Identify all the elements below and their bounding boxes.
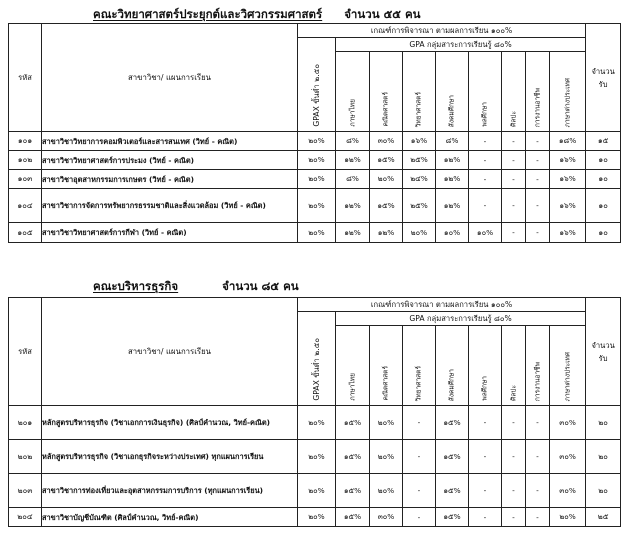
row-quota: ๑๕ [586,132,621,151]
subject-label: วิทยาศาสตร์ [414,365,423,401]
row-value: ๑๕% [436,440,469,474]
row-value: ๒๐% [550,508,586,527]
row-value: ๒๕% [403,189,436,223]
header-quota [586,24,621,132]
row-value: ๑๖% [550,151,586,170]
subject-label: วิทยาศาสตร์ [414,91,423,127]
row-program: หลักสูตรบริหารธุรกิจ (วิชาเอกการเงินธุรกิจ) (ศิลป์คำนวณ, วิทย์-คณิต) [42,406,298,440]
table-row [9,440,621,474]
row-value: ๑๒% [436,170,469,189]
subject-label: พลศึกษา [480,102,489,127]
row-quota: ๒๐ [586,474,621,508]
table-row [9,132,621,151]
header-subject [370,326,403,406]
row-value: - [502,189,526,223]
row-value: - [469,132,502,151]
header-code: รหัส [9,24,42,132]
header-subject [336,52,370,132]
row-value: ๘% [336,170,370,189]
row-value: - [502,508,526,527]
row-value: ๑๕% [436,508,469,527]
header-quota [586,298,621,406]
row-value: - [526,132,550,151]
row-quota: ๑๐ [586,170,621,189]
row-quota: ๒๐ [586,406,621,440]
row-program: สาขาวิชาวิทยาศาสตร์การกีฬา (วิทย์ - คณิต) [42,223,298,243]
header-gpax [298,38,336,132]
row-quota: ๒๐ [586,440,621,474]
header-gpax-label: GPAX ขั้นต่ำ ๒.๕๐ [311,64,321,127]
row-value: ๑๖% [550,189,586,223]
row-quota: ๒๕ [586,508,621,527]
header-subject [502,52,526,132]
row-value: ๑๒% [336,151,370,170]
row-quota: ๑๐ [586,151,621,170]
row-value: ๑๖% [550,223,586,243]
row-value: ๒๐% [370,406,403,440]
row-value: ๓๐% [550,474,586,508]
row-value: ๑๒% [336,189,370,223]
header-subject [526,52,550,132]
row-value: ๒๐% [403,223,436,243]
faculty-name: คณะวิทยาศาสตร์ประยุกต์และวิศวกรรมศาสตร์ [93,7,323,21]
row-value: ๑๒% [436,151,469,170]
subject-label: สังคมศึกษา [447,94,456,127]
header-criteria: เกณฑ์การพิจารณา ตามผลการเรียน ๑๐๐% [298,24,586,38]
row-value: - [403,406,436,440]
header-subject [336,326,370,406]
row-value: - [502,406,526,440]
header-subject [469,52,502,132]
row-value: - [526,223,550,243]
row-value: ๑๕% [336,474,370,508]
row-code: ๑๐๔ [9,189,42,223]
header-subject [370,52,403,132]
row-code: ๒๐๑ [9,406,42,440]
row-code: ๒๐๔ [9,508,42,527]
row-value: - [502,474,526,508]
header-subject [436,52,469,132]
subject-label: พลศึกษา [480,376,489,401]
row-value: ๑๘% [550,132,586,151]
header-criteria: เกณฑ์การพิจารณา ตามผลการเรียน ๑๐๐% [298,298,586,312]
row-value: ๑๕% [336,508,370,527]
row-gpax: ๒๐% [298,189,336,223]
row-value: - [403,440,436,474]
row-value: ๑๕% [436,474,469,508]
row-gpax: ๒๐% [298,223,336,243]
table-row [9,170,621,189]
row-value: - [403,508,436,527]
section-title [93,278,299,296]
header-program: สาขาวิชา/ แผนการเรียน [42,298,298,406]
header-subject [403,326,436,406]
faculty-name: คณะบริหารธุรกิจ [93,279,179,293]
row-value: ๓๐% [550,406,586,440]
row-value: - [526,406,550,440]
row-code: ๑๐๑ [9,132,42,151]
row-value: - [526,189,550,223]
row-quota: ๑๐ [586,223,621,243]
table-row [9,223,621,243]
admission-table [8,23,621,243]
row-value: ๑๐% [436,223,469,243]
row-value: ๒๐% [370,170,403,189]
row-program: สาขาวิชาการจัดการทรัพยากรธรรมชาติและสิ่งแวดล้อม (วิทย์ - คณิต) [42,189,298,223]
row-value: - [526,474,550,508]
row-value: - [502,170,526,189]
subject-label: ศิลปะ [509,111,518,127]
row-value: - [502,223,526,243]
row-gpax: ๒๐% [298,474,336,508]
row-value: ๘% [336,132,370,151]
row-code: ๑๐๒ [9,151,42,170]
row-gpax: ๒๐% [298,132,336,151]
header-program: สาขาวิชา/ แผนการเรียน [42,24,298,132]
row-program: สาขาวิชาวิทยาการคอมพิวเตอร์และสารสนเทศ (วิทย์ - คณิต) [42,132,298,151]
row-value: - [469,189,502,223]
row-value: ๑๐% [469,223,502,243]
row-value: ๑๖% [403,132,436,151]
row-program: สาขาวิชาบัญชีบัณฑิต (ศิลป์คำนวณ, วิทย์-คณิต) [42,508,298,527]
subject-label: คณิตศาสตร์ [381,366,390,401]
header-gpa-group: GPA กลุ่มสาระการเรียนรู้ ๘๐% [336,38,586,52]
row-value: ๑๒% [336,223,370,243]
row-value: - [502,440,526,474]
row-value: - [526,170,550,189]
header-subject [526,326,550,406]
header-gpax [298,312,336,406]
row-gpax: ๒๐% [298,440,336,474]
row-value: ๑๒% [370,223,403,243]
subject-label: ภาษาไทย [348,99,357,127]
subject-label: คณิตศาสตร์ [381,92,390,127]
header-subject [502,326,526,406]
header-gpa-group: GPA กลุ่มสาระการเรียนรู้ ๘๐% [336,312,586,326]
table-row [9,508,621,527]
row-program: สาขาวิชาอุตสาหกรรมการเกษตร (วิทย์ - คณิต) [42,170,298,189]
row-value: ๑๕% [436,406,469,440]
row-value: ๓๐% [550,440,586,474]
subject-label: สังคมศึกษา [447,368,456,401]
admission-table [8,297,621,527]
row-value: ๑๕% [370,189,403,223]
row-code: ๒๐๓ [9,474,42,508]
header-subject [550,326,586,406]
subject-label: การงานอาชีพ [533,361,542,401]
row-value: ๓๐% [370,508,403,527]
section-title [93,6,421,24]
row-value: - [469,440,502,474]
header-code: รหัส [9,298,42,406]
row-value: - [502,151,526,170]
row-gpax: ๒๐% [298,508,336,527]
row-value: - [469,151,502,170]
header-subject [469,326,502,406]
row-value: ๑๕% [336,440,370,474]
row-value: ๒๕% [403,151,436,170]
row-program: หลักสูตรบริหารธุรกิจ (วิชาเอกธุรกิจระหว่างประเทศ) ทุกแผนการเรียน [42,440,298,474]
row-value: ๑๕% [336,406,370,440]
subject-label: ภาษาต่างประเทศ [563,77,572,127]
subject-label: การงานอาชีพ [533,87,542,127]
student-count: จำนวน ๘๕ คน [222,279,299,293]
row-program: สาขาวิชาการท่องเที่ยวและอุตสาหกรรมการบริการ (ทุกแผนการเรียน) [42,474,298,508]
row-value: ๑๒% [436,189,469,223]
table-row [9,151,621,170]
row-value: - [469,406,502,440]
row-value: - [502,132,526,151]
row-code: ๑๐๓ [9,170,42,189]
header-quota-label: จำนวนรับ [591,340,615,363]
row-code: ๒๐๒ [9,440,42,474]
row-gpax: ๒๐% [298,406,336,440]
row-value: ๘% [436,132,469,151]
row-value: - [469,508,502,527]
row-gpax: ๒๐% [298,151,336,170]
row-value: ๓๐% [370,132,403,151]
header-quota-label: จำนวนรับ [591,66,615,89]
header-subject [436,326,469,406]
row-value: - [403,474,436,508]
row-code: ๑๐๕ [9,223,42,243]
row-gpax: ๒๐% [298,170,336,189]
row-program: สาขาวิชาวิทยาศาสตร์การประมง (วิทย์ - คณิต) [42,151,298,170]
row-value: ๒๐% [370,440,403,474]
table-row [9,189,621,223]
row-quota: ๑๐ [586,189,621,223]
subject-label: ภาษาต่างประเทศ [563,351,572,401]
student-count: จำนวน ๕๕ คน [344,7,421,21]
table-row [9,474,621,508]
table-row [9,406,621,440]
row-value: ๑๕% [370,151,403,170]
row-value: - [526,508,550,527]
header-subject [550,52,586,132]
row-value: - [469,170,502,189]
subject-label: ศิลปะ [509,385,518,401]
header-gpax-label: GPAX ขั้นต่ำ ๒.๕๐ [311,338,321,401]
row-value: ๑๖% [550,170,586,189]
row-value: ๒๔% [403,170,436,189]
row-value: - [526,151,550,170]
row-value: - [469,474,502,508]
header-subject [403,52,436,132]
row-value: ๒๐% [370,474,403,508]
row-value: - [526,440,550,474]
subject-label: ภาษาไทย [348,373,357,401]
